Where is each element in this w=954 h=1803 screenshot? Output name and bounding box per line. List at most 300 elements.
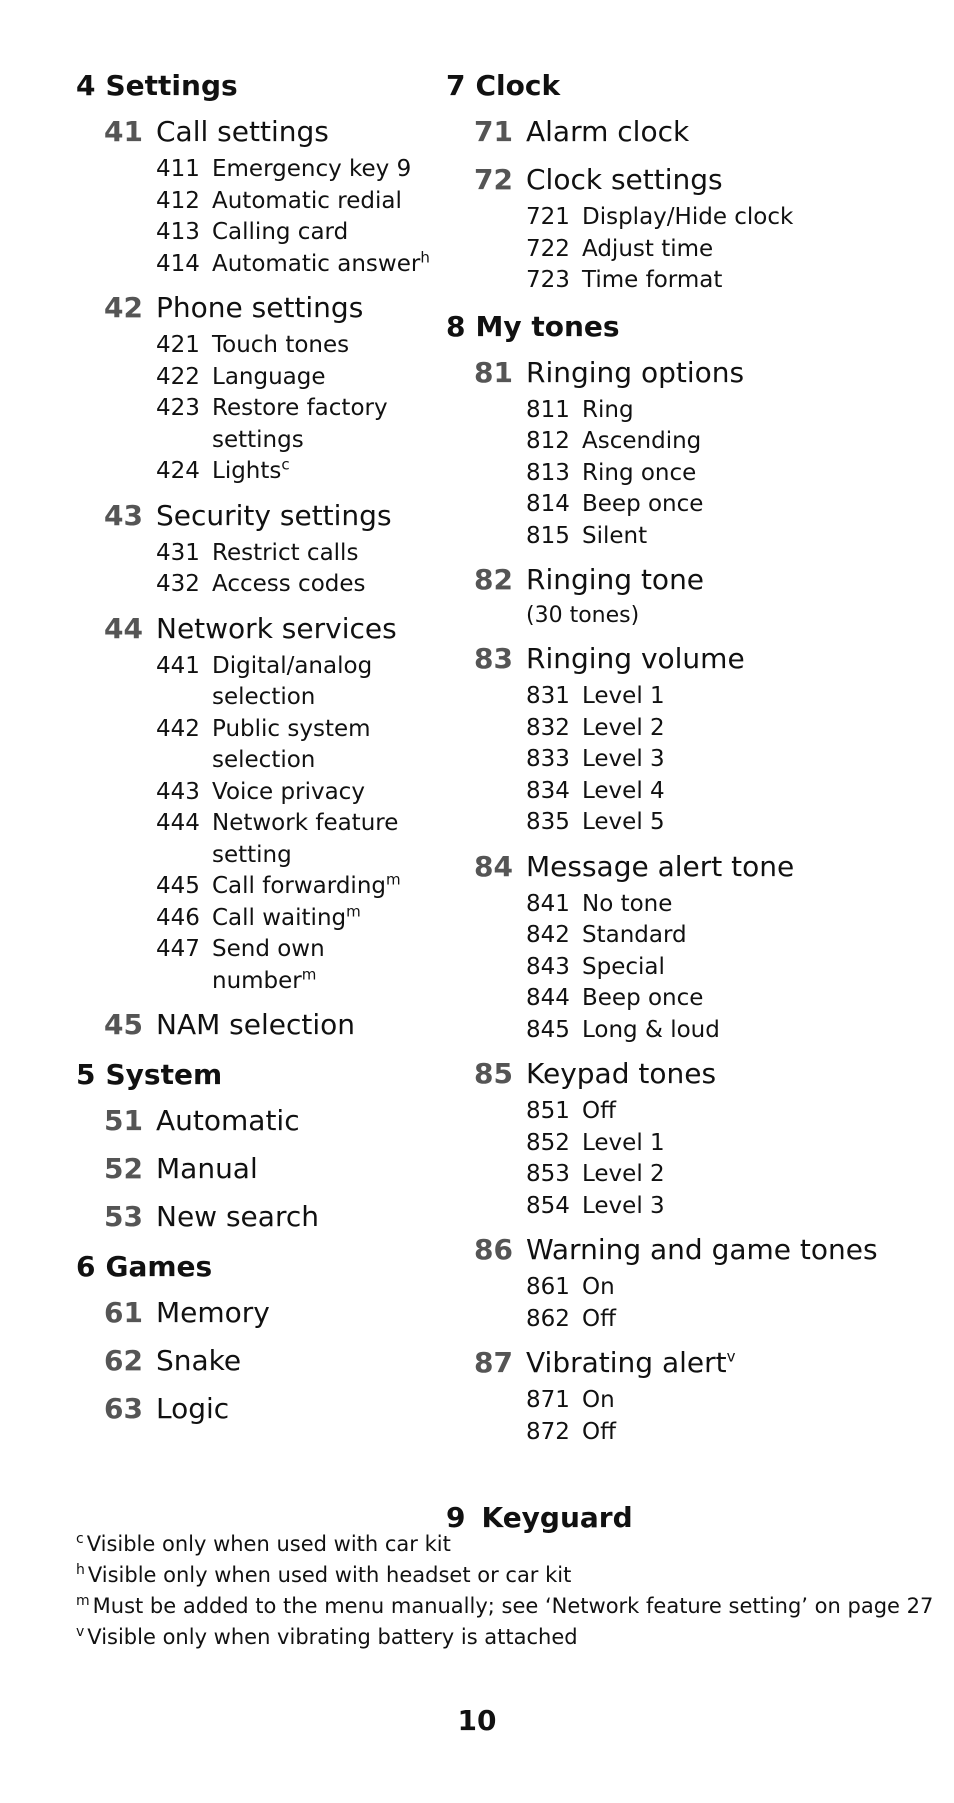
menu-item-number: 835 — [526, 809, 570, 835]
menu-item — [156, 362, 436, 394]
section-title: System — [105, 1058, 223, 1091]
menu-item-number: 834 — [526, 777, 570, 804]
submenu-83 — [474, 639, 906, 839]
menu-item-label-wrap — [582, 1191, 906, 1223]
menu-item — [526, 1191, 906, 1223]
menu-item-label: Restore factory settings — [212, 395, 388, 453]
menu-item-label: Restrict calls — [212, 539, 359, 566]
footnote-text: Visible only when used with car kit — [86, 1532, 451, 1556]
menu-item-label-wrap — [582, 920, 906, 952]
menu-item-label: Beep once — [582, 985, 704, 1011]
menu-item-number: 721 — [526, 204, 570, 230]
menu-item-label: Off — [582, 1098, 616, 1124]
menu-item-label: Special — [582, 953, 665, 980]
menu-item-number: 843 — [526, 953, 570, 980]
submenu-number: 42 — [104, 291, 143, 324]
menu-item-label-wrap — [212, 154, 436, 186]
submenu-title: Ringing options — [526, 355, 745, 389]
submenu-title-wrap — [156, 1101, 300, 1141]
menu-item-number: 424 — [156, 458, 200, 484]
menu-item-number: 854 — [526, 1192, 570, 1219]
menu-item-label: Beep once — [582, 491, 704, 517]
menu-item-number: 832 — [526, 714, 570, 741]
menu-item — [526, 889, 906, 921]
submenu-title-wrap — [526, 1230, 878, 1270]
submenu-44 — [104, 609, 436, 998]
menu-item-number: 861 — [526, 1274, 570, 1300]
section-number: 7 — [446, 69, 466, 102]
menu-item — [526, 681, 906, 713]
menu-item-list — [156, 154, 436, 280]
submenu-title-wrap — [156, 1293, 270, 1333]
footnote — [76, 1591, 933, 1622]
submenu-number: 51 — [104, 1104, 143, 1137]
menu-item-number: 422 — [156, 363, 200, 390]
menu-item-label: Level 3 — [582, 1192, 665, 1219]
submenu-heading — [104, 1341, 436, 1381]
menu-item — [526, 1128, 906, 1160]
section-title: Games — [105, 1250, 213, 1283]
footnote-marker: c — [281, 455, 290, 474]
submenu-title-wrap — [526, 112, 689, 152]
menu-item — [526, 1304, 906, 1336]
menu-item-label-wrap — [212, 808, 436, 871]
menu-item-label-wrap — [582, 681, 906, 713]
menu-item-label-wrap — [582, 234, 906, 266]
menu-item-label: Lights — [212, 458, 282, 484]
menu-item-number: 842 — [526, 922, 570, 948]
submenu-title: Alarm clock — [526, 115, 690, 148]
submenu-52 — [104, 1149, 436, 1189]
footnote-marker: v — [726, 1347, 736, 1366]
menu-item — [156, 217, 436, 249]
submenu-number: 44 — [104, 611, 143, 645]
menu-item-label: Digital/analog selection — [212, 652, 373, 710]
submenu-71 — [474, 112, 906, 152]
menu-item-label-wrap — [212, 714, 436, 777]
menu-section-8 — [446, 307, 906, 1449]
submenu-number: 83 — [474, 642, 513, 675]
menu-item — [526, 521, 906, 553]
menu-item-label-wrap — [582, 202, 906, 234]
menu-item-label: Voice privacy — [212, 778, 365, 805]
submenu-title-wrap — [156, 1341, 241, 1381]
menu-item-number: 447 — [156, 936, 200, 962]
submenu-title-wrap — [156, 1005, 355, 1045]
menu-item-label: Public system selection — [212, 715, 371, 773]
menu-item-label-wrap — [582, 983, 906, 1015]
footnote — [76, 1622, 933, 1653]
menu-item — [156, 330, 436, 362]
menu-item-label: Language — [212, 363, 326, 390]
submenu-title: Keypad tones — [526, 1057, 717, 1090]
submenu-title-wrap — [156, 1149, 258, 1189]
menu-item-label: No tone — [582, 890, 673, 917]
menu-item-label-wrap — [582, 776, 906, 808]
submenu-title: New search — [156, 1200, 319, 1233]
section-title: My tones — [475, 309, 620, 343]
submenu-title: Automatic — [156, 1104, 300, 1137]
menu-item-number: 414 — [156, 250, 200, 277]
submenu-86 — [474, 1230, 906, 1335]
menu-item-number: 723 — [526, 267, 570, 293]
menu-item-label-wrap — [582, 744, 906, 776]
submenu-41 — [104, 112, 436, 280]
menu-item-number: 872 — [526, 1418, 570, 1445]
submenu-heading — [104, 1101, 436, 1141]
submenu-title-wrap — [526, 560, 704, 600]
submenu-heading — [474, 1054, 906, 1094]
menu-section-5 — [76, 1055, 436, 1237]
footnote-marker: m — [301, 964, 317, 983]
menu-item — [526, 426, 906, 458]
menu-item-label-wrap — [582, 1304, 906, 1336]
submenu-title: Network services — [156, 611, 397, 645]
menu-item-label-wrap — [582, 1015, 906, 1047]
submenu-heading — [474, 639, 906, 679]
menu-item — [156, 934, 436, 997]
submenu-number: 82 — [474, 563, 513, 596]
submenu-title-wrap — [156, 609, 397, 649]
footnote — [76, 1560, 933, 1591]
menu-item — [156, 538, 436, 570]
menu-item-label: Time format — [582, 267, 723, 293]
menu-item — [526, 952, 906, 984]
menu-item — [526, 458, 906, 490]
menu-item-number: 446 — [156, 904, 200, 931]
submenu-number: 85 — [474, 1057, 513, 1090]
submenu-87 — [474, 1343, 906, 1448]
menu-item-list — [526, 1096, 906, 1222]
section-heading — [76, 1247, 436, 1287]
menu-item-label: Off — [582, 1305, 616, 1332]
menu-item-number: 412 — [156, 187, 200, 214]
submenu-heading — [474, 112, 906, 152]
submenu-title-wrap — [526, 353, 744, 393]
footnote-text: Must be added to the menu manually; see ‘Network feature setting’ on page 27 — [92, 1594, 934, 1618]
submenu-heading — [104, 1293, 436, 1333]
menu-item-number: 445 — [156, 873, 200, 899]
menu-item-list — [526, 681, 906, 839]
menu-item-label-wrap — [212, 651, 436, 714]
menu-item-number: 862 — [526, 1305, 570, 1332]
menu-item-label-wrap — [212, 393, 436, 456]
menu-item-label: Call waiting — [212, 904, 347, 931]
submenu-heading — [474, 353, 906, 393]
menu-item-label-wrap — [212, 871, 436, 903]
menu-item — [156, 154, 436, 186]
footnote-marker: m — [346, 901, 361, 920]
menu-item-label-wrap — [212, 186, 436, 218]
menu-item-list — [156, 330, 436, 488]
footnotes — [76, 1529, 933, 1653]
menu-item-number: 432 — [156, 571, 200, 597]
menu-item — [156, 249, 436, 281]
menu-item-label: Ascending — [582, 428, 702, 454]
menu-item — [526, 920, 906, 952]
section-heading — [446, 307, 906, 347]
menu-item-label: Off — [582, 1418, 616, 1445]
submenu-heading — [474, 1230, 906, 1270]
footnote-mark: h — [76, 1562, 85, 1578]
menu-item-label-wrap — [582, 1128, 906, 1160]
menu-item — [526, 234, 906, 266]
menu-item-list — [526, 202, 906, 297]
menu-item-label-wrap — [582, 1159, 906, 1191]
menu-item — [526, 776, 906, 808]
menu-item-number: 814 — [526, 491, 570, 517]
submenu-number: 53 — [104, 1200, 143, 1233]
menu-item — [156, 871, 436, 903]
menu-item-label-wrap — [582, 1417, 906, 1449]
menu-item-label: Network feature setting — [212, 810, 399, 868]
menu-item — [526, 202, 906, 234]
submenu-heading — [104, 609, 436, 649]
menu-item-list — [156, 538, 436, 601]
submenu-62 — [104, 1341, 436, 1381]
menu-item — [156, 903, 436, 935]
submenu-heading — [104, 1197, 436, 1237]
menu-item-label: Long & loud — [582, 1016, 720, 1043]
submenu-title: Security settings — [156, 498, 392, 532]
menu-item — [526, 1385, 906, 1417]
menu-item-label: Automatic redial — [212, 187, 402, 214]
submenu-number: 52 — [104, 1152, 143, 1185]
submenu-heading — [104, 1149, 436, 1189]
submenu-title: Vibrating alert — [526, 1346, 727, 1379]
submenu-heading — [474, 1343, 906, 1383]
menu-item-label-wrap — [582, 807, 906, 839]
submenu-81 — [474, 353, 906, 553]
menu-item-label-wrap — [212, 456, 436, 488]
menu-item-label-wrap — [582, 1272, 906, 1304]
submenu-title-wrap — [526, 847, 794, 887]
menu-item — [156, 777, 436, 809]
submenu-61 — [104, 1293, 436, 1333]
submenu-63 — [104, 1389, 436, 1429]
menu-item-number: 851 — [526, 1098, 570, 1124]
submenu-number: 41 — [104, 115, 143, 148]
menu-item-label: Send own number — [212, 936, 325, 994]
menu-item-label-wrap — [582, 489, 906, 521]
menu-item-label: Level 1 — [582, 1129, 665, 1156]
menu-item-list — [156, 651, 436, 998]
menu-item-list — [526, 395, 906, 553]
menu-item — [526, 744, 906, 776]
menu-item — [156, 808, 436, 871]
submenu-84 — [474, 847, 906, 1047]
menu-item-label-wrap — [212, 249, 436, 281]
submenu-title: Memory — [156, 1296, 270, 1329]
submenu-title: Warning and game tones — [526, 1233, 878, 1266]
submenu-heading — [104, 288, 436, 328]
page-number: 10 — [457, 1704, 497, 1737]
menu-item-number: 442 — [156, 715, 200, 742]
footnote-marker: h — [420, 247, 430, 266]
menu-item-number: 444 — [156, 810, 200, 836]
submenu-heading — [474, 560, 906, 600]
submenu-title-wrap — [526, 1054, 716, 1094]
menu-item-label-wrap — [582, 713, 906, 745]
menu-item — [156, 186, 436, 218]
submenu-number: 62 — [104, 1344, 143, 1377]
menu-item-list — [526, 1385, 906, 1448]
submenu-title-wrap — [156, 496, 392, 536]
menu-item-label-wrap — [212, 217, 436, 249]
menu-item-label-wrap — [582, 458, 906, 490]
menu-item-number: 815 — [526, 522, 570, 549]
submenu-45 — [104, 1005, 436, 1045]
section-title: Keyguard — [481, 1501, 633, 1534]
menu-item-label-wrap — [212, 362, 436, 394]
menu-item-label: Display/Hide clock — [582, 204, 794, 230]
menu-item — [156, 569, 436, 601]
menu-item-label: Ring — [582, 396, 634, 423]
footnote-mark: c — [76, 1531, 84, 1547]
menu-item-label: Calling card — [212, 219, 349, 245]
section-number: 8 — [446, 309, 466, 343]
submenu-number: 61 — [104, 1296, 143, 1329]
submenu-heading — [104, 1389, 436, 1429]
submenu-title: Ringing volume — [526, 642, 745, 675]
menu-item-label: Silent — [582, 522, 648, 549]
menu-item — [156, 456, 436, 488]
menu-item-label-wrap — [582, 426, 906, 458]
menu-item-label: Access codes — [212, 571, 366, 597]
menu-item-number: 413 — [156, 219, 200, 245]
menu-item — [156, 714, 436, 777]
menu-item — [526, 1417, 906, 1449]
submenu-note: (30 tones) — [526, 603, 640, 628]
submenu-title: Clock settings — [526, 163, 723, 196]
footnote — [76, 1529, 933, 1560]
menu-item-label-wrap — [582, 952, 906, 984]
menu-item-number: 845 — [526, 1016, 570, 1043]
menu-item-number: 831 — [526, 683, 570, 709]
menu-item-number: 871 — [526, 1387, 570, 1413]
section-heading — [76, 66, 436, 106]
menu-item-label: Standard — [582, 922, 687, 948]
menu-item-number: 852 — [526, 1129, 570, 1156]
menu-item-label: On — [582, 1387, 615, 1413]
menu-item-label: Touch tones — [212, 332, 350, 358]
menu-item-label: Adjust time — [582, 235, 714, 262]
menu-item-number: 441 — [156, 652, 200, 679]
menu-item-label: Level 3 — [582, 746, 665, 772]
section-title: Settings — [105, 69, 238, 102]
submenu-title-wrap — [156, 1197, 319, 1237]
menu-item-label-wrap — [212, 903, 436, 935]
submenu-title: Phone settings — [156, 291, 364, 324]
menu-item — [526, 713, 906, 745]
menu-item — [526, 395, 906, 427]
section-heading — [76, 1055, 436, 1095]
submenu-title-wrap — [526, 160, 723, 200]
menu-section-6 — [76, 1247, 436, 1429]
submenu-72 — [474, 160, 906, 297]
left-menu-column — [76, 66, 436, 1439]
submenu-43 — [104, 496, 436, 601]
menu-item-label-wrap — [212, 934, 436, 997]
menu-item — [156, 393, 436, 456]
submenu-number: 72 — [474, 163, 513, 196]
submenu-title-wrap — [156, 288, 363, 328]
menu-item — [526, 489, 906, 521]
submenu-number: 71 — [474, 115, 513, 148]
section-heading — [446, 66, 906, 106]
menu-item-label-wrap — [212, 777, 436, 809]
submenu-51 — [104, 1101, 436, 1141]
menu-item — [526, 265, 906, 297]
submenu-title: NAM selection — [156, 1008, 356, 1041]
menu-item-number: 431 — [156, 539, 200, 566]
menu-item-label: Automatic answer — [212, 250, 421, 277]
footnote-mark: v — [76, 1624, 85, 1640]
submenu-number: 45 — [104, 1008, 143, 1041]
menu-item-number: 853 — [526, 1161, 570, 1187]
menu-item-label-wrap — [582, 1385, 906, 1417]
menu-item-label-wrap — [582, 1096, 906, 1128]
menu-item-list — [526, 889, 906, 1047]
section-number: 9 — [446, 1501, 466, 1534]
right-menu-column — [446, 66, 906, 1458]
menu-item-number: 423 — [156, 395, 200, 421]
submenu-title: Manual — [156, 1152, 258, 1185]
menu-section-4 — [76, 66, 436, 1045]
menu-item-label-wrap — [582, 889, 906, 921]
section-number: 4 — [76, 69, 96, 102]
submenu-heading — [474, 847, 906, 887]
menu-item-label: Level 4 — [582, 777, 665, 804]
submenu-85 — [474, 1054, 906, 1222]
menu-item-list — [526, 1272, 906, 1335]
menu-item-number: 813 — [526, 459, 570, 486]
section-number: 5 — [76, 1058, 96, 1091]
submenu-title-wrap — [156, 112, 329, 152]
section-title: Clock — [475, 69, 561, 102]
menu-item-label: Level 2 — [582, 714, 665, 741]
menu-item-label: Level 5 — [582, 809, 665, 835]
menu-item-number: 812 — [526, 428, 570, 454]
submenu-heading — [104, 112, 436, 152]
menu-item-number: 421 — [156, 332, 200, 358]
submenu-title-wrap — [156, 1389, 229, 1429]
menu-item-label: Level 1 — [582, 683, 665, 709]
menu-item — [156, 651, 436, 714]
menu-item-number: 844 — [526, 985, 570, 1011]
menu-item-label: Level 2 — [582, 1161, 665, 1187]
menu-item — [526, 983, 906, 1015]
menu-item-label: Emergency key 9 — [212, 156, 412, 182]
submenu-title: Message alert tone — [526, 849, 795, 883]
menu-item-number: 411 — [156, 156, 200, 182]
submenu-number: 43 — [104, 498, 143, 532]
menu-item-number: 841 — [526, 890, 570, 917]
submenu-number: 87 — [474, 1346, 513, 1379]
menu-item — [526, 1159, 906, 1191]
submenu-title-wrap — [526, 1343, 735, 1383]
menu-item-label-wrap — [212, 330, 436, 362]
menu-item-label-wrap — [582, 395, 906, 427]
submenu-53 — [104, 1197, 436, 1237]
menu-item — [526, 807, 906, 839]
submenu-number: 86 — [474, 1233, 513, 1266]
menu-section-7 — [446, 66, 906, 297]
menu-item-label-wrap — [212, 538, 436, 570]
menu-item-number: 811 — [526, 396, 570, 423]
menu-item-number: 722 — [526, 235, 570, 262]
menu-item-number: 443 — [156, 778, 200, 805]
